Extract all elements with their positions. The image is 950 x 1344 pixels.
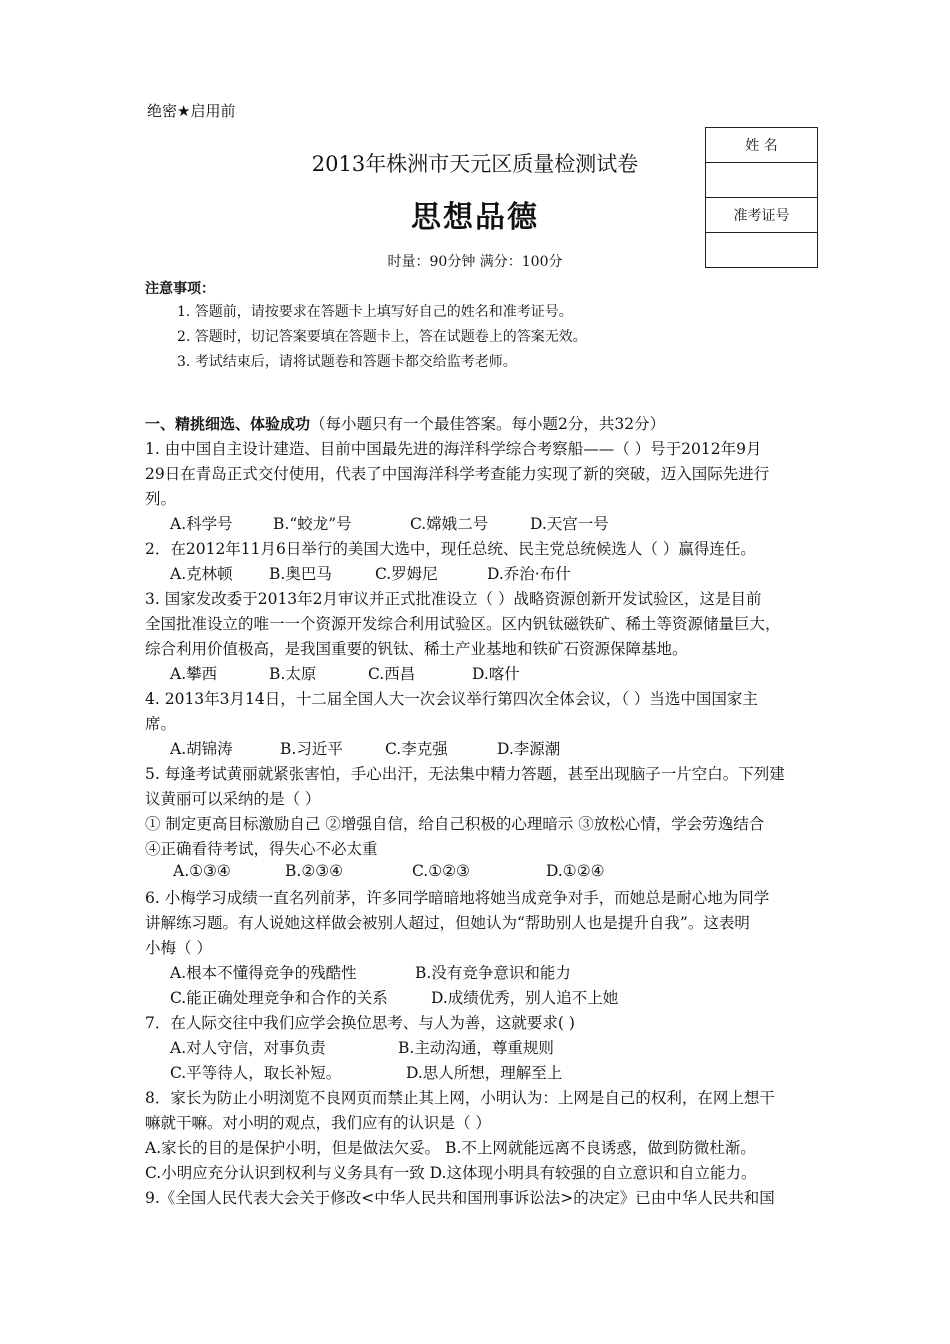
question-text: 全国批准设立的唯一一个资源开发综合利用试验区。区内钒钛磁铁矿、稀土等资源储量巨大， [145, 615, 781, 633]
option[interactable]: A.克林顿 [170, 565, 233, 583]
question-text: 综合利用价值极高，是我国重要的钒钛、稀土产业基地和铁矿石资源保障基地。 [145, 640, 688, 658]
option[interactable]: D.思人所想，理解至上 [406, 1064, 563, 1082]
option[interactable]: C.西昌 [368, 665, 416, 683]
option[interactable]: A.攀西 [170, 665, 218, 683]
option[interactable]: A.科学号 [170, 515, 233, 533]
option[interactable]: D.天宫一号 [530, 515, 609, 533]
exam-id-label: 准考证号 [706, 198, 818, 233]
option[interactable]: B.太原 [269, 665, 317, 683]
option[interactable]: C.罗姆尼 [375, 565, 438, 583]
question-text: 2．在2012年11月6日举行的美国大选中，现任总统、民主党总统候选人（ ）赢得连任。 [145, 540, 756, 558]
question-text: 嘛就干嘛。对小明的观点，我们应有的认识是（ ） [145, 1114, 491, 1132]
question-options-line[interactable]: C.小明应充分认识到权利与义务具有一致 D.这体现小明具有较强的自立意识和自立能力。 [145, 1164, 757, 1182]
question-text: 4. 2013年3月14日，十二届全国人大一次会议举行第四次全体会议，（ ）当选中国国家主 [145, 690, 758, 708]
question-text: 29日在青岛正式交付使用，代表了中国海洋科学考查能力实现了新的突破，迈入国际先进行 [145, 465, 770, 483]
name-field[interactable] [706, 163, 818, 198]
option[interactable]: B.主动沟通，尊重规则 [398, 1039, 554, 1057]
option[interactable]: C.平等待人，取长补短。 [170, 1064, 342, 1082]
option[interactable]: D.乔治·布什 [487, 565, 571, 583]
question-text: 8．家长为防止小明浏览不良网页而禁止其上网，小明认为：上网是自己的权利，在网上想干 [145, 1089, 775, 1107]
question-text: 议黄丽可以采纳的是（ ） [145, 790, 321, 808]
option[interactable]: B.习近平 [280, 740, 343, 758]
question-options-line[interactable]: A.家长的目的是保护小明，但是做法欠妥。 B.不上网就能远离不良诱惑，做到防微杜渐。 [145, 1139, 756, 1157]
question-text: 7．在人际交往中我们应学会换位思考、与人为善，这就要求( ) [145, 1014, 575, 1032]
exam-id-field[interactable] [706, 233, 818, 268]
option[interactable]: C.嫦娥二号 [410, 515, 489, 533]
option[interactable]: A.对人守信，对事负责 [170, 1039, 326, 1057]
note-item: 1. 答题前，请按要求在答题卡上填写好自己的姓名和准考证号。 [177, 304, 573, 320]
question-text: 小梅（ ） [145, 939, 212, 957]
option[interactable]: A.根本不懂得竞争的残酷性 [170, 964, 357, 982]
subject-title: 思想品德 [411, 200, 539, 235]
time-score-info: 时量：90分钟 满分：100分 [387, 254, 563, 270]
question-text: ① 制定更高目标激励自己 ②增强自信，给自己积极的心理暗示 ③放松心情，学会劳逸结合 [145, 815, 765, 833]
name-label: 姓 名 [706, 128, 818, 163]
exam-title: 2013年株洲市天元区质量检测试卷 [311, 152, 639, 176]
option[interactable]: D.李源潮 [497, 740, 561, 758]
note-item: 2. 答题时，切记答案要填在答题卡上，答在试题卷上的答案无效。 [177, 329, 587, 345]
question-text: 5. 每逢考试黄丽就紧张害怕，手心出汗，无法集中精力答题，甚至出现脑子一片空白。下列建 [145, 765, 785, 783]
question-text: 3. 国家发改委于2013年2月审议并正式批准设立（ ）战略资源创新开发试验区，这是目前 [145, 590, 762, 608]
option[interactable]: D.成绩优秀，别人追不上她 [431, 989, 619, 1007]
question-text: 9.《全国人民代表大会关于修改<中华人民共和国刑事诉讼法>的决定》已由中华人民共和国 [145, 1189, 775, 1207]
option[interactable]: B.奥巴马 [269, 565, 332, 583]
option[interactable]: B.“蛟龙”号 [273, 515, 352, 533]
note-item: 3. 考试结束后，请将试题卷和答题卡都交给监考老师。 [177, 354, 517, 370]
confidential-label: 绝密★启用前 [147, 102, 236, 120]
option[interactable]: D.①②④ [546, 862, 605, 880]
option[interactable]: C.李克强 [385, 740, 448, 758]
option[interactable]: A.胡锦涛 [170, 740, 233, 758]
section-heading-note: （每小题只有一个最佳答案。每小题2分，共32分） [310, 415, 666, 433]
option[interactable]: B.②③④ [285, 862, 344, 880]
question-text: 1. 由中国自主设计建造、目前中国最先进的海洋科学综合考察船——（ ）号于2012年9月 [145, 440, 762, 458]
question-text: 讲解练习题。有人说她这样做会被别人超过，但她认为“帮助别人也是提升自我”。这表明 [145, 914, 750, 932]
option[interactable]: A.①③④ [173, 862, 231, 880]
section-heading-bold: 一、精挑细选、体验成功 [145, 415, 311, 433]
option[interactable]: D.喀什 [472, 665, 520, 683]
section-heading [145, 412, 665, 434]
student-id-box [705, 127, 818, 268]
notes-title: 注意事项： [145, 281, 215, 297]
option[interactable]: C.能正确处理竞争和合作的关系 [170, 989, 388, 1007]
question-text: 列。 [145, 490, 177, 508]
question-text: ④正确看待考试，得失心不必太重 [145, 840, 378, 858]
question-text: 6. 小梅学习成绩一直名列前茅，许多同学暗暗地将她当成竞争对手，而她总是耐心地为同学 [145, 889, 770, 907]
question-text: 席。 [145, 715, 177, 733]
option[interactable]: C.①②③ [412, 862, 470, 880]
option[interactable]: B.没有竞争意识和能力 [415, 964, 571, 982]
